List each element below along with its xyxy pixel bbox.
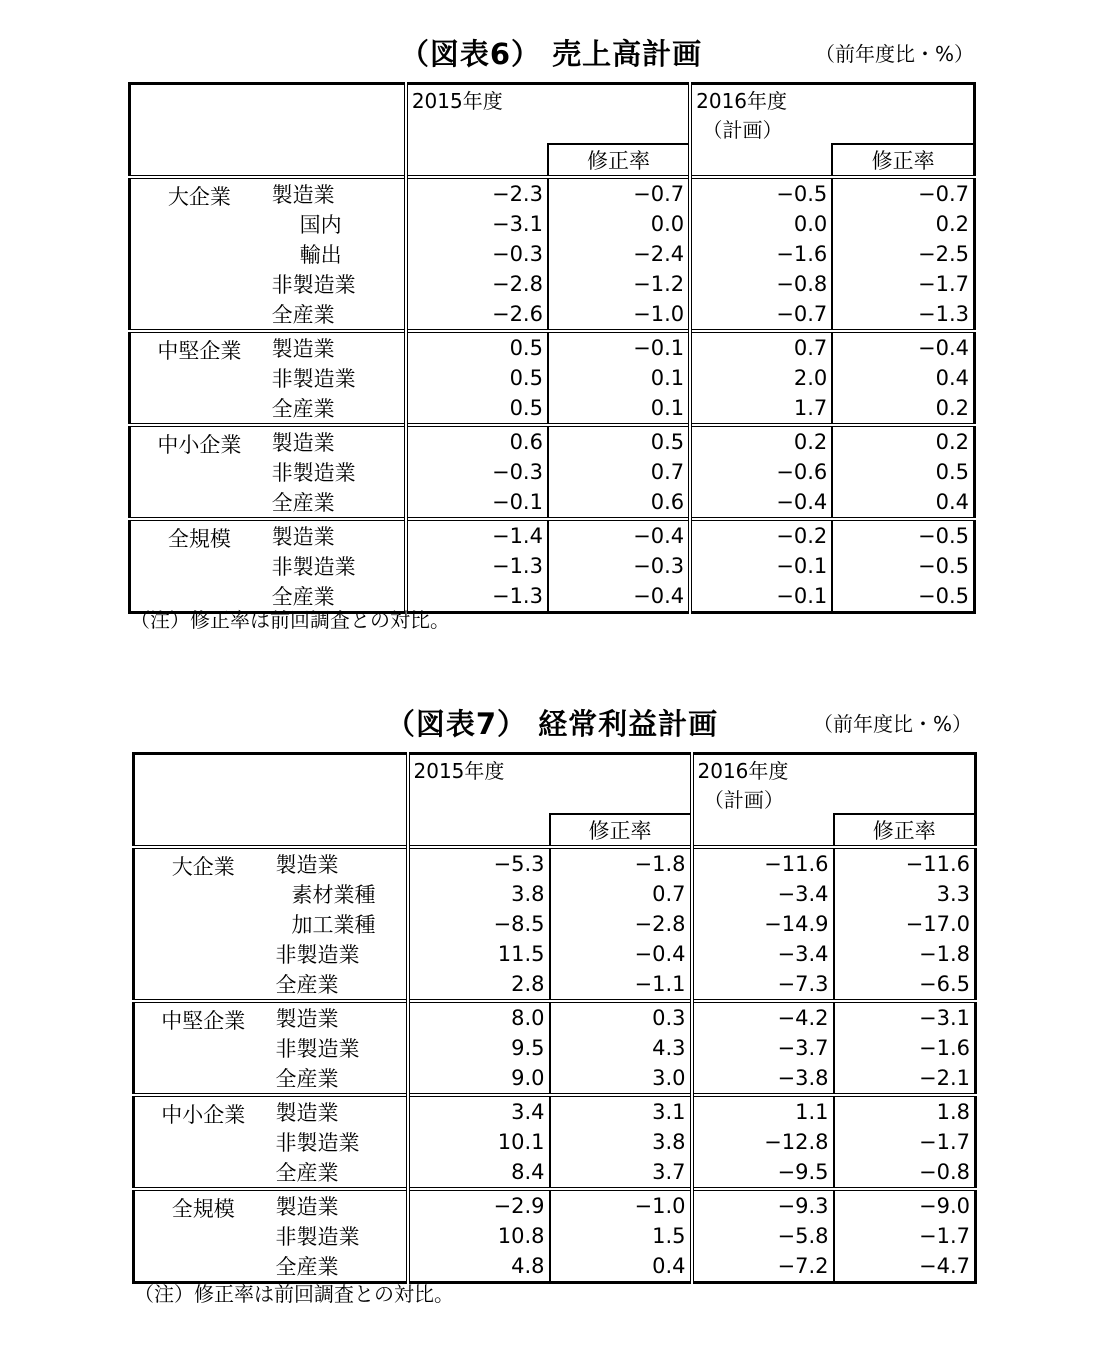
row-label: 製造業: [268, 425, 406, 457]
group-label: 中小企業: [134, 1095, 272, 1189]
value-cell: −1.3: [406, 581, 548, 613]
row-label: 製造業: [268, 331, 406, 363]
value-cell: 0.4: [550, 1251, 692, 1283]
value-cell: −0.4: [548, 581, 690, 613]
value-cell: −1.3: [832, 299, 974, 331]
header-revision-2015: 修正率: [548, 144, 690, 177]
row-label: 非製造業: [275, 943, 360, 967]
header-blank-2015: [408, 814, 550, 847]
value-cell: 0.7: [550, 879, 692, 909]
sales-plan-table: [128, 82, 976, 614]
value-cell: −1.4: [406, 519, 548, 551]
row-label: 非製造業: [275, 1225, 360, 1249]
value-cell: −4.7: [834, 1251, 976, 1283]
value-cell: 0.2: [832, 425, 974, 457]
row-label: 非製造業: [275, 1131, 360, 1155]
row-label: 全産業: [275, 1255, 339, 1279]
value-cell: 0.7: [548, 457, 690, 487]
row-label: 全産業: [271, 585, 335, 609]
value-cell: 0.6: [548, 487, 690, 519]
row-label: 全産業: [275, 973, 339, 997]
value-cell: −6.5: [834, 969, 976, 1001]
value-cell: 0.0: [690, 209, 832, 239]
figure6-unit: （前年度比・%）: [814, 42, 974, 66]
value-cell: −9.0: [834, 1189, 976, 1221]
value-cell: 8.0: [408, 1001, 550, 1033]
row-label: 国内: [299, 213, 342, 237]
value-cell: −17.0: [834, 909, 976, 939]
value-cell: −2.8: [406, 269, 548, 299]
header-2016-sub: （計画）: [702, 118, 783, 142]
table-header-row: [130, 84, 975, 145]
value-cell: −0.4: [832, 331, 974, 363]
value-cell: −0.1: [406, 487, 548, 519]
value-cell: 3.1: [550, 1095, 692, 1127]
header-revision-2016: 修正率: [832, 144, 974, 177]
row-label: 製造業: [272, 1001, 408, 1033]
table-body: [134, 847, 976, 1283]
value-cell: 0.5: [406, 393, 548, 425]
value-cell: −1.0: [548, 299, 690, 331]
value-cell: −2.4: [548, 239, 690, 269]
value-cell: −0.4: [548, 519, 690, 551]
table-row: [130, 425, 975, 457]
header-revision-2015: 修正率: [550, 814, 692, 847]
value-cell: −0.1: [690, 581, 832, 613]
value-cell: 10.8: [408, 1221, 550, 1251]
row-label: 素材業種: [291, 883, 376, 907]
value-cell: 1.1: [692, 1095, 834, 1127]
group-label: 全規模: [130, 519, 268, 613]
value-cell: 0.5: [548, 425, 690, 457]
row-label: 非製造業: [271, 461, 356, 485]
value-cell: 0.2: [690, 425, 832, 457]
value-cell: −3.4: [692, 939, 834, 969]
value-cell: 3.8: [408, 879, 550, 909]
row-label: 非製造業: [275, 1037, 360, 1061]
value-cell: 0.5: [832, 457, 974, 487]
value-cell: 4.8: [408, 1251, 550, 1283]
value-cell: 3.4: [408, 1095, 550, 1127]
header-revision-2016: 修正率: [834, 814, 976, 847]
group-label: 大企業: [130, 177, 268, 331]
table-row: [134, 1001, 976, 1033]
header-2016-label: 2016年度: [696, 89, 788, 113]
value-cell: −0.6: [690, 457, 832, 487]
value-cell: −0.5: [832, 519, 974, 551]
row-label: 全産業: [271, 303, 335, 327]
value-cell: −8.5: [408, 909, 550, 939]
row-label: 製造業: [272, 1189, 408, 1221]
row-label: 加工業種: [291, 913, 376, 937]
figure7-note: （注）修正率は前回調査との対比。: [134, 1282, 454, 1306]
value-cell: −12.8: [692, 1127, 834, 1157]
value-cell: −1.8: [550, 847, 692, 879]
value-cell: −5.8: [692, 1221, 834, 1251]
table-header-row: [134, 754, 976, 815]
value-cell: 2.0: [690, 363, 832, 393]
value-cell: −14.9: [692, 909, 834, 939]
table-body: [130, 177, 975, 613]
row-label: 製造業: [268, 519, 406, 551]
row-label: 非製造業: [271, 367, 356, 391]
value-cell: −0.3: [548, 551, 690, 581]
value-cell: 0.4: [832, 363, 974, 393]
value-cell: 11.5: [408, 939, 550, 969]
figure7-title: （図表7） 経常利益計画: [385, 707, 719, 741]
value-cell: −1.7: [834, 1127, 976, 1157]
header-2015: [408, 754, 692, 815]
value-cell: 2.8: [408, 969, 550, 1001]
value-cell: −1.1: [550, 969, 692, 1001]
value-cell: −0.1: [690, 551, 832, 581]
header-blank-2016: [690, 144, 832, 177]
value-cell: −3.7: [692, 1033, 834, 1063]
value-cell: −1.7: [834, 1221, 976, 1251]
value-cell: −1.8: [834, 939, 976, 969]
value-cell: −3.8: [692, 1063, 834, 1095]
row-label: 非製造業: [271, 273, 356, 297]
value-cell: 0.1: [548, 393, 690, 425]
value-cell: −0.3: [406, 239, 548, 269]
value-cell: −1.2: [548, 269, 690, 299]
value-cell: −0.7: [832, 177, 974, 209]
value-cell: −3.4: [692, 879, 834, 909]
header-2016: [692, 754, 976, 815]
figure6-title-row: [128, 32, 974, 76]
value-cell: −0.5: [832, 551, 974, 581]
value-cell: −0.7: [548, 177, 690, 209]
table-row: [134, 1095, 976, 1127]
table-row: [134, 1189, 976, 1221]
value-cell: −0.5: [690, 177, 832, 209]
table-row: [130, 177, 975, 209]
value-cell: 0.1: [548, 363, 690, 393]
value-cell: 1.5: [550, 1221, 692, 1251]
figure6-note: （注）修正率は前回調査との対比。: [130, 608, 450, 632]
value-cell: −0.8: [834, 1157, 976, 1189]
value-cell: 3.7: [550, 1157, 692, 1189]
value-cell: 0.5: [406, 363, 548, 393]
value-cell: 8.4: [408, 1157, 550, 1189]
value-cell: −0.5: [832, 581, 974, 613]
value-cell: 9.5: [408, 1033, 550, 1063]
group-label: 中堅企業: [130, 331, 268, 425]
value-cell: −0.4: [550, 939, 692, 969]
value-cell: −2.6: [406, 299, 548, 331]
row-label: 全産業: [275, 1161, 339, 1185]
row-label: 輸出: [299, 243, 342, 267]
value-cell: −11.6: [692, 847, 834, 879]
value-cell: 0.5: [406, 331, 548, 363]
row-label: 全産業: [271, 491, 335, 515]
value-cell: −0.7: [690, 299, 832, 331]
value-cell: 0.2: [832, 393, 974, 425]
header-2015-label: 2015年度: [411, 89, 503, 113]
value-cell: 0.0: [548, 209, 690, 239]
value-cell: −2.8: [550, 909, 692, 939]
value-cell: 9.0: [408, 1063, 550, 1095]
value-cell: −0.3: [406, 457, 548, 487]
value-cell: 3.8: [550, 1127, 692, 1157]
row-label: 非製造業: [271, 555, 356, 579]
figure7-unit: （前年度比・%）: [812, 712, 972, 736]
header-blank-2015: [406, 144, 548, 177]
header-2015: [406, 84, 690, 145]
value-cell: 10.1: [408, 1127, 550, 1157]
value-cell: 0.4: [832, 487, 974, 519]
value-cell: −7.2: [692, 1251, 834, 1283]
figure6-title: （図表6） 売上高計画: [399, 37, 703, 71]
value-cell: 1.8: [834, 1095, 976, 1127]
value-cell: −1.3: [406, 551, 548, 581]
group-label: 大企業: [134, 847, 272, 1001]
value-cell: −3.1: [406, 209, 548, 239]
header-2015-label: 2015年度: [413, 759, 505, 783]
value-cell: −2.5: [832, 239, 974, 269]
ordinary-profit-plan-table: [132, 752, 977, 1284]
table-row: [130, 519, 975, 551]
header-blank-cell: [130, 84, 406, 178]
value-cell: −1.6: [834, 1033, 976, 1063]
row-label: 製造業: [268, 177, 406, 209]
header-2016-sub: （計画）: [703, 788, 784, 812]
value-cell: −1.7: [832, 269, 974, 299]
value-cell: −0.4: [690, 487, 832, 519]
row-label: 製造業: [272, 1095, 408, 1127]
value-cell: −0.2: [690, 519, 832, 551]
value-cell: −2.3: [406, 177, 548, 209]
row-label: 全産業: [275, 1067, 339, 1091]
value-cell: 0.7: [690, 331, 832, 363]
value-cell: 0.6: [406, 425, 548, 457]
value-cell: 0.3: [550, 1001, 692, 1033]
value-cell: 4.3: [550, 1033, 692, 1063]
row-label: 全産業: [271, 397, 335, 421]
figure7-title-row: [132, 702, 972, 746]
value-cell: −3.1: [834, 1001, 976, 1033]
value-cell: −1.6: [690, 239, 832, 269]
header-blank-cell: [134, 754, 408, 848]
row-label: 製造業: [272, 847, 408, 879]
value-cell: −9.3: [692, 1189, 834, 1221]
value-cell: 3.0: [550, 1063, 692, 1095]
value-cell: −0.1: [548, 331, 690, 363]
value-cell: −2.9: [408, 1189, 550, 1221]
value-cell: −2.1: [834, 1063, 976, 1095]
header-2016: [690, 84, 974, 145]
value-cell: −4.2: [692, 1001, 834, 1033]
header-2016-label: 2016年度: [697, 759, 789, 783]
value-cell: −7.3: [692, 969, 834, 1001]
value-cell: −9.5: [692, 1157, 834, 1189]
group-label: 中堅企業: [134, 1001, 272, 1095]
value-cell: 1.7: [690, 393, 832, 425]
group-label: 全規模: [134, 1189, 272, 1283]
header-blank-2016: [692, 814, 834, 847]
group-label: 中小企業: [130, 425, 268, 519]
value-cell: 0.2: [832, 209, 974, 239]
table-row: [134, 847, 976, 879]
value-cell: −5.3: [408, 847, 550, 879]
value-cell: 3.3: [834, 879, 976, 909]
value-cell: −1.0: [550, 1189, 692, 1221]
table-row: [130, 331, 975, 363]
value-cell: −0.8: [690, 269, 832, 299]
value-cell: −11.6: [834, 847, 976, 879]
